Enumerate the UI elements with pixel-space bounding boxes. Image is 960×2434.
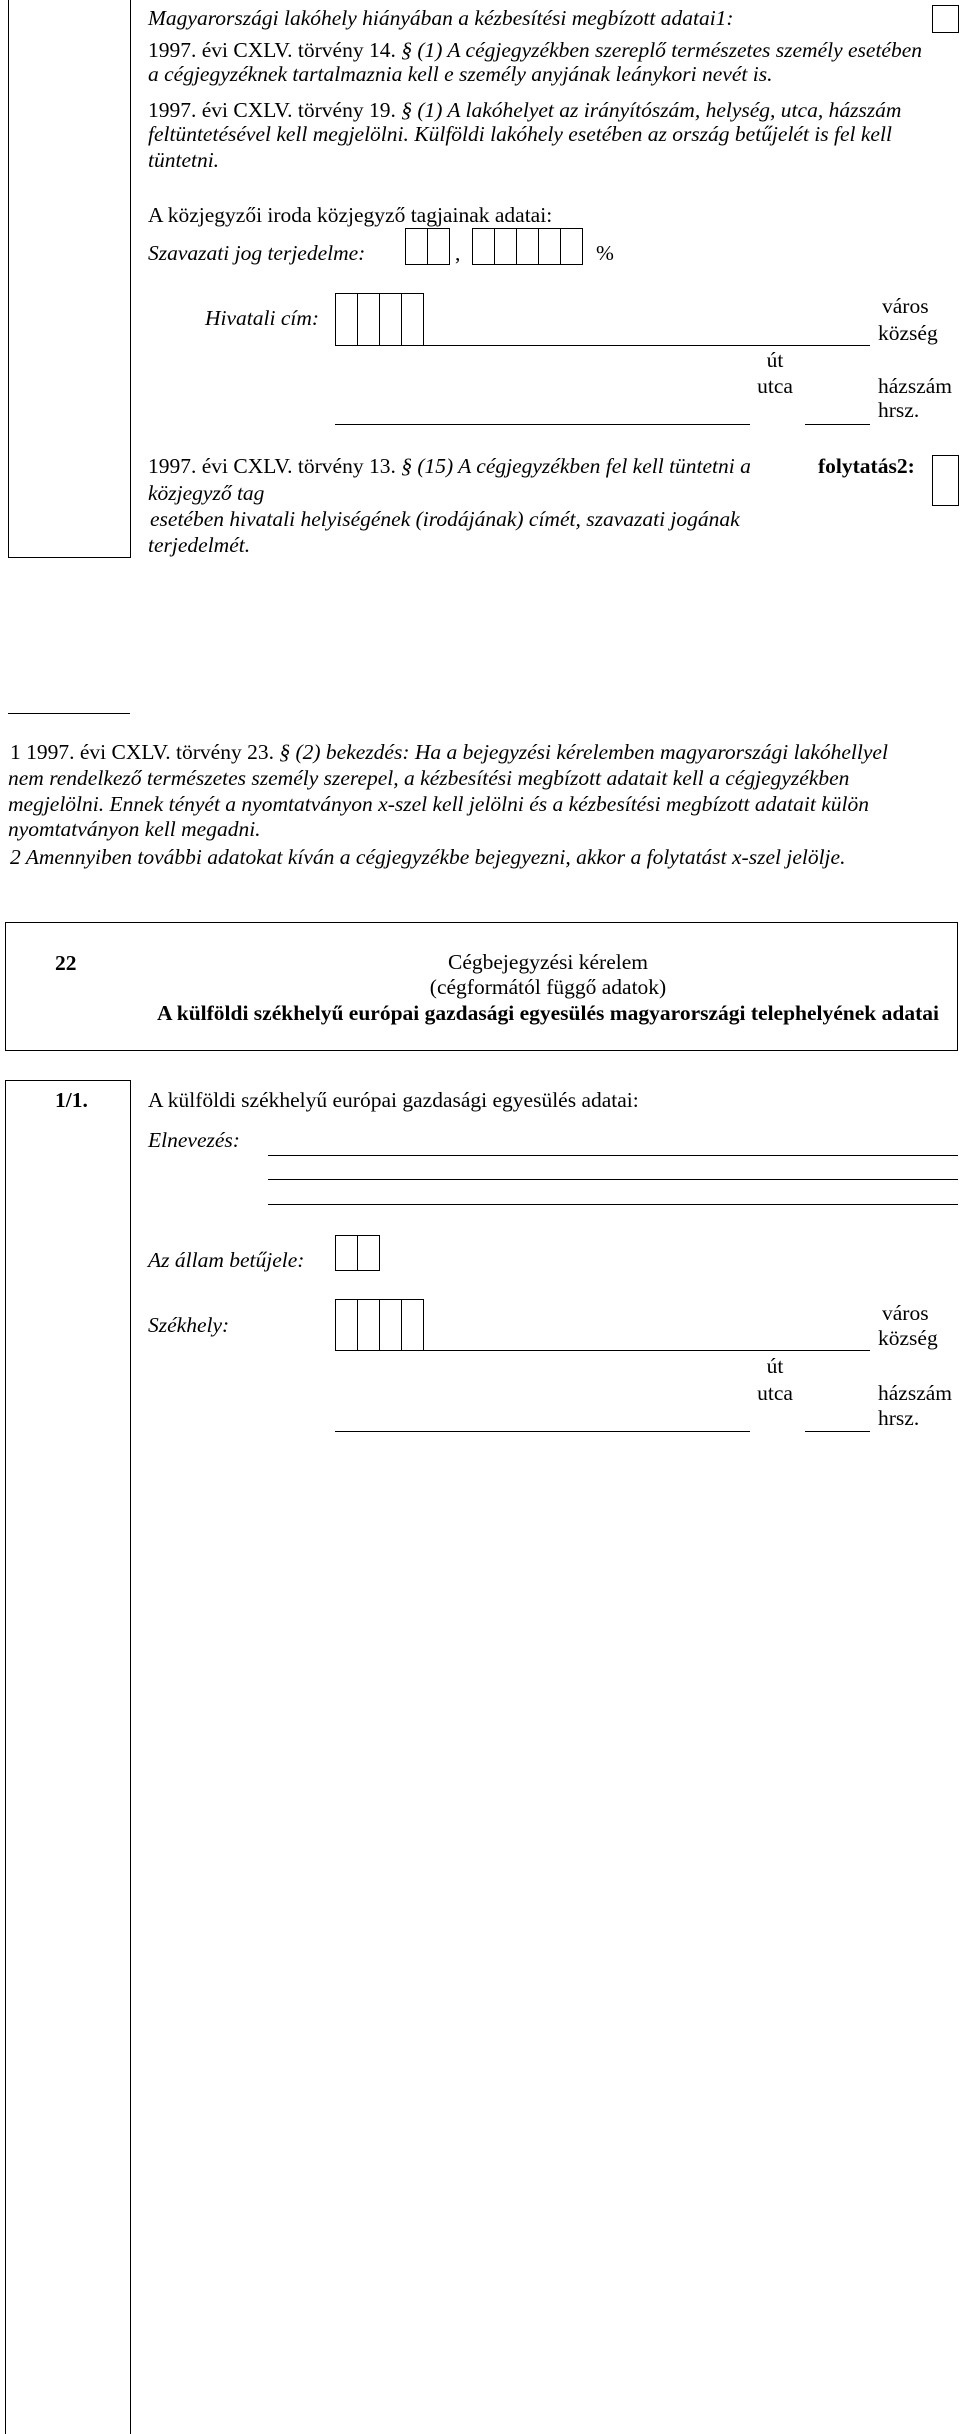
digit-cell	[379, 1299, 402, 1351]
name-label: Elnevezés:	[148, 1128, 240, 1152]
name-line	[268, 1204, 958, 1205]
road-label: út	[766, 1354, 784, 1378]
continuation-checkbox	[932, 455, 959, 506]
letter-cell	[357, 1235, 380, 1271]
item-heading: A külföldi székhelyű európai gazdasági egyesülés adatai:	[148, 1088, 639, 1112]
footnote-2-text: 2 Amennyiben további adatokat kíván a cégjegyzékbe bejegyezni, akkor a folytatást x-szel jelölje.	[10, 845, 846, 869]
section-heading: A külföldi székhelyű európai gazdasági egyesülés magyarországi telephelyének adatai	[157, 1001, 939, 1025]
office-postal-code-cells	[335, 293, 424, 346]
law-14-reference: 1997. évi CXLV. törvény 14.	[148, 38, 396, 62]
digit-cell	[538, 228, 561, 265]
delivery-agent-checkbox	[932, 5, 959, 33]
digit-cell	[516, 228, 539, 265]
section-subtitle: (cégformától függő adatok)	[429, 975, 667, 999]
footnote-1-line	[10, 740, 888, 764]
item-number-cell-border	[5, 1080, 6, 2434]
footnote-1-reference: 1 1997. évi CXLV. törvény 23.	[10, 740, 274, 764]
law-19-reference: 1997. évi CXLV. törvény 19.	[148, 98, 396, 122]
footnote-1-text: nyomtatványon kell megadni.	[8, 817, 261, 841]
seat-postal-code-cells	[335, 1299, 424, 1351]
continuation-label: folytatás2:	[818, 454, 915, 478]
seat-street-line	[335, 1431, 750, 1432]
digit-cell	[560, 228, 583, 265]
office-house-number-line	[805, 424, 870, 425]
city-label: város	[882, 294, 929, 318]
name-line	[268, 1155, 958, 1156]
house-number-label: házszám	[878, 374, 953, 398]
digit-cell	[494, 228, 517, 265]
digit-cell	[379, 293, 402, 346]
digit-cell	[357, 293, 380, 346]
footnote-1-text: § (2) bekezdés: Ha a bejegyzési kérelemben magyarországi lakóhellyel	[279, 740, 888, 764]
digit-cell	[401, 1299, 424, 1351]
digit-cell	[357, 1299, 380, 1351]
lot-number-label: hrsz.	[878, 398, 920, 422]
digit-cell	[472, 228, 495, 265]
footnote-1-text: nem rendelkező természetes személy szerepel, a kézbesítési megbízott adatait kell a cégjegyzékben	[8, 766, 850, 790]
law-13-text: közjegyző tag	[148, 481, 265, 505]
footnote-separator	[8, 713, 130, 714]
law-19-text: feltüntetésével kell megjelölni. Külföldi lakóhely esetében az ország betűjelét is fel kell	[148, 122, 892, 146]
voting-right-label: Szavazati jog terjedelme:	[148, 241, 366, 265]
voting-right-integer-cells	[405, 228, 450, 265]
left-column-border	[130, 0, 131, 558]
road-label: út	[766, 348, 784, 372]
section-number: 22	[55, 951, 77, 975]
law-14-line	[148, 38, 922, 62]
item-number-cell-border	[130, 1080, 131, 2434]
delivery-agent-note-title: Magyarországi lakóhely hiányában a kézbesítési megbízott adatai1:	[148, 6, 734, 30]
seat-city-line	[424, 1350, 870, 1351]
item-number-cell-top-border	[5, 1080, 131, 1081]
law-13-text: esetében hivatali helyiségének (irodájának) címét, szavazati jogának	[150, 507, 740, 531]
state-code-cells	[335, 1235, 380, 1271]
left-column-bottom-border	[8, 557, 131, 558]
law-13-text: § (15) A cégjegyzékben fel kell tüntetni a	[401, 454, 751, 478]
voting-right-decimal-cells	[472, 228, 583, 265]
percent-sign: %	[596, 241, 614, 265]
city-label: város	[882, 1301, 929, 1325]
street-label: utca	[757, 1381, 793, 1405]
office-city-line	[424, 345, 870, 346]
name-line	[268, 1179, 958, 1180]
office-address-label: Hivatali cím:	[205, 306, 320, 330]
law-14-text: a cégjegyzéknek tartalmaznia kell e személy anyjának leánykori nevét is.	[148, 62, 773, 86]
digit-cell	[405, 228, 428, 265]
digit-cell	[427, 228, 450, 265]
street-label: utca	[757, 374, 793, 398]
law-14-text: § (1) A cégjegyzékben szereplő természetes személy esetében	[401, 38, 923, 62]
item-number: 1/1.	[55, 1088, 88, 1112]
decimal-comma: ,	[455, 241, 461, 265]
lot-number-label: hrsz.	[878, 1406, 920, 1430]
office-street-line	[335, 424, 750, 425]
state-code-label: Az állam betűjele:	[148, 1248, 305, 1272]
law-13-reference: 1997. évi CXLV. törvény 13.	[148, 454, 396, 478]
law-19-text: tüntetni.	[148, 148, 220, 172]
village-label: község	[878, 1326, 938, 1350]
left-column-border	[8, 0, 9, 558]
village-label: község	[878, 321, 938, 345]
digit-cell	[335, 1299, 358, 1351]
footnote-1-text: megjelölni. Ennek tényét a nyomtatványon x-szel kell jelölni és a kézbesítési megbízott adatait külön	[8, 792, 869, 816]
digit-cell	[335, 293, 358, 346]
law-19-text: § (1) A lakóhelyet az irányítószám, helység, utca, házszám	[401, 98, 902, 122]
law-13-line	[148, 454, 751, 478]
seat-house-number-line	[805, 1431, 870, 1432]
section-title: Cégbejegyzési kérelem	[448, 950, 648, 974]
seat-label: Székhely:	[148, 1313, 230, 1337]
notary-members-heading: A közjegyzői iroda közjegyző tagjainak adatai:	[148, 203, 553, 227]
digit-cell	[401, 293, 424, 346]
letter-cell	[335, 1235, 358, 1271]
house-number-label: házszám	[878, 1381, 953, 1405]
law-19-line	[148, 98, 901, 122]
law-13-text: terjedelmét.	[148, 533, 251, 557]
